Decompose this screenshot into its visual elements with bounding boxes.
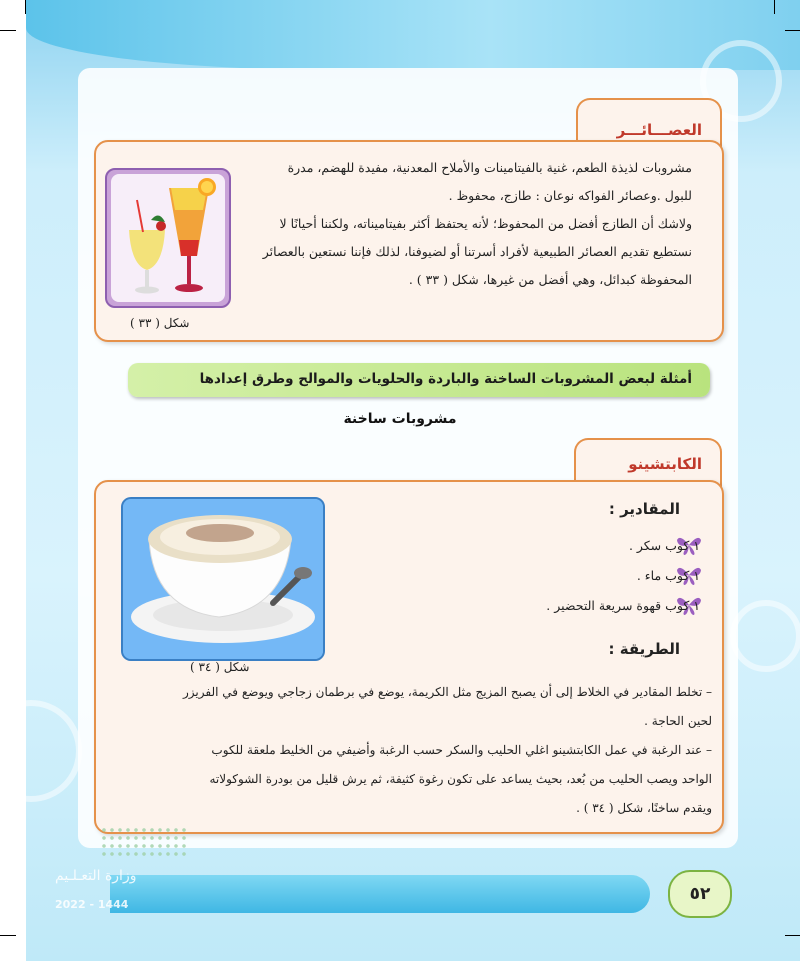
juices-caption: شكل ( ٣٣ ) [130, 316, 190, 330]
ministry-watermark: وزارة التعـلـيم [55, 868, 137, 884]
method-paragraph [102, 678, 712, 823]
hot-drinks-subtitle: مشروبات ساخنة [343, 411, 457, 427]
juices-title: العصـــائـــر [616, 121, 702, 139]
ingredient-item: ١ كوب سكر . [628, 538, 700, 553]
method-line: لحين الحاجة . [644, 714, 712, 728]
ingredient-item: ١ كوب ماء . [636, 568, 700, 583]
crop-mark [0, 30, 16, 31]
juices-paragraph [252, 154, 692, 294]
juices-line: نستطيع تقديم العصائر الطبيعية لأفراد أسرتنا أو لضيوفنا، لذلك فإننا نستعين بالعصائر [262, 244, 692, 259]
juices-line: للبول .وعصائر الفواكه نوعان : طازج، محفوظ . [448, 188, 692, 203]
ingredients-label: المقادير : [608, 500, 680, 518]
juices-line: ولاشك أن الطازج أفضل من المحفوظ؛ لأنه يحتفظ أكثر بفيتاميناته، ولكننا أحيانًا لا [279, 216, 692, 231]
year-watermark: 2022 - 1444 [55, 898, 129, 911]
crop-mark [785, 30, 800, 31]
section-banner-text: أمثلة لبعض المشروبات الساخنة والباردة والحلويات والموالح وطرق إعدادها [199, 371, 692, 387]
cappuccino-caption: شكل ( ٣٤ ) [190, 660, 250, 674]
juices-line: مشروبات لذيذة الطعم، غنية بالفيتامينات والأملاح المعدنية، مفيدة للهضم، مدرة [287, 160, 692, 175]
method-line: ويقدم ساخنًا، شكل ( ٣٤ ) . [576, 801, 712, 815]
method-line: – تخلط المقادير في الخلاط إلى أن يصبح المزيج مثل الكريمة، يوضع في برطمان زجاجي ويوضع في الفريزر [183, 685, 712, 699]
crop-mark [785, 935, 800, 936]
method-line: الواحد ويصب الحليب من بُعد، بحيث يساعد على تكون رغوة كثيفة، ثم يرش قليل من بودرة الشوكولاته [209, 772, 712, 786]
crop-mark [25, 0, 26, 14]
method-line: – عند الرغبة في عمل الكابتشينو اغلي الحليب والسكر حسب الرغبة وأضيفي من الخليط ملعقة للكوب [211, 743, 712, 757]
section-banner [128, 363, 710, 397]
juice-glasses-image [105, 168, 231, 308]
dots-decoration [100, 826, 190, 856]
crop-mark [774, 0, 775, 14]
page-number: ٥٢ [668, 870, 732, 918]
bubble-decoration [730, 600, 800, 672]
method-label: الطريقة : [608, 640, 680, 658]
cappuccino-title: الكابتشينو [628, 455, 702, 473]
footer-bar [110, 875, 650, 913]
cappuccino-image [121, 497, 325, 661]
ingredient-item: ١ كوب قهوة سريعة التحضير . [546, 598, 700, 613]
juices-line: المحفوظة كبدائل، وهي أفضل من غيرها، شكل ( ٣٣ ) . [408, 272, 692, 287]
top-wave-decoration [26, 0, 800, 70]
crop-mark [0, 935, 16, 936]
